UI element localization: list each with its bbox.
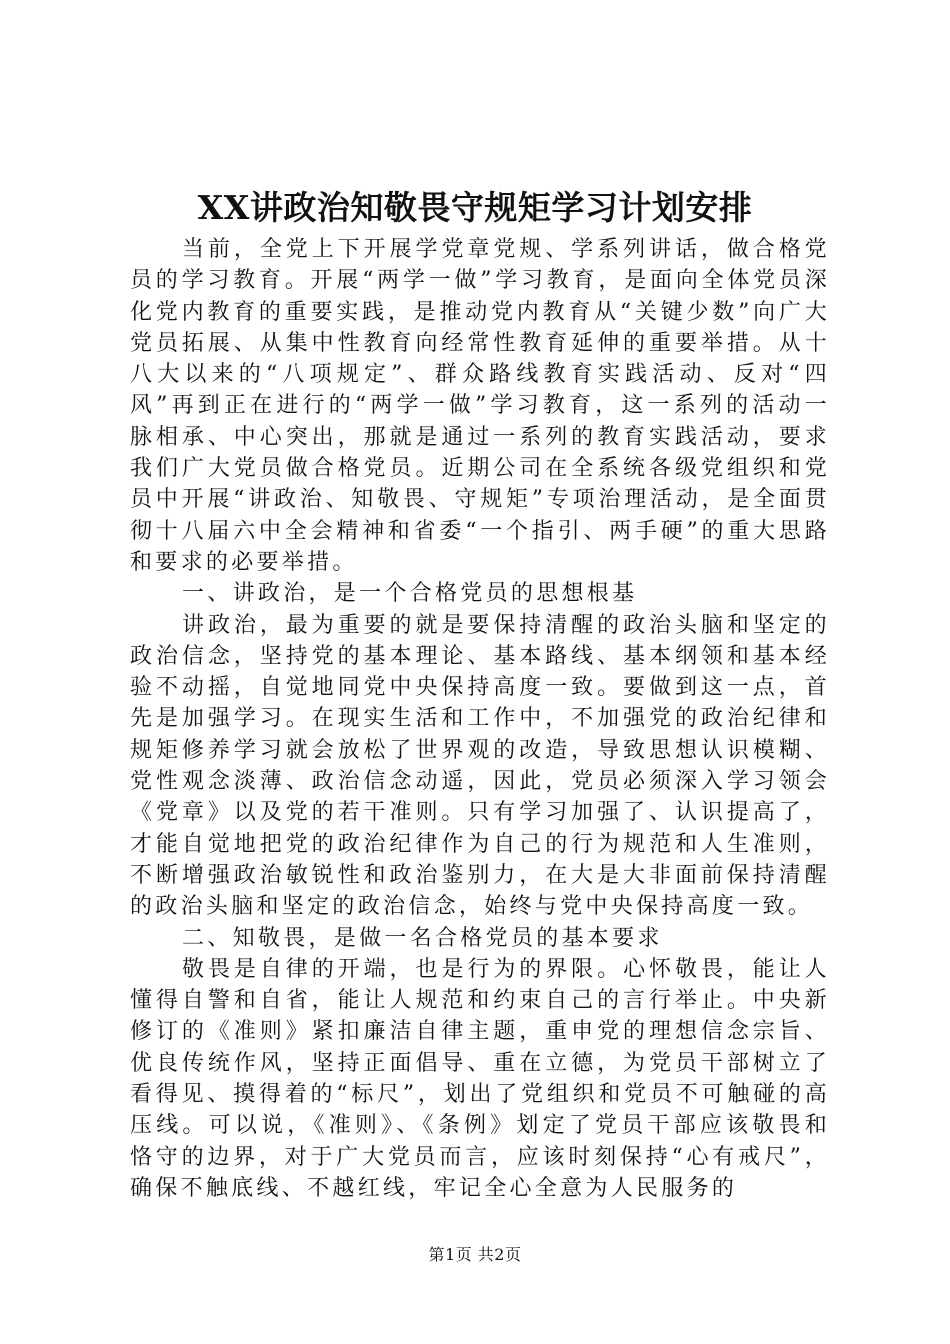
section-heading-1: 一、讲政治，是一个合格党员的思想根基 — [182, 581, 638, 607]
intro-paragraph: 当前，全党上下开展学党章党规、学系列讲话，做合格党员的学习教育。开展“两学一做”学习教育，是面向全体党员深化党内教育的重要实践，是推动党内教育从“关键少数”向广大党员拓展、从集中性教育向经常性教育延伸的重要举措。从十八大以来的“八项规定”、群众路线教育实践活动、反对“四风”再到正在进行的“两学一做”学习教育，这一系列的活动一脉相承、中心突出，那就是通过一系列的教育实践活动，要求我们广大党员做合格党员。近期公司在全系统各级党组织和党员中开展“讲政治、知敬畏、守规矩”专项治理活动，是全面贯彻十八届六中全会精神和省委“一个指引、两手硬”的重大思路和要求的必要举措。 — [130, 237, 830, 575]
page-footer: 第1页 共2页 — [428, 1245, 522, 1264]
section-heading-2: 二、知敬畏，是做一名合格党员的基本要求 — [182, 925, 663, 951]
document-body — [130, 234, 830, 1204]
section-1-paragraph: 讲政治，最为重要的就是要保持清醒的政治头脑和坚定的政治信念，坚持党的基本理论、基本路线、基本纲领和基本经验不动摇，自觉地同党中央保持高度一致。要做到这一点，首先是加强学习。在现实生活和工作中，不加强党的政治纪律和规矩修养学习就会放松了世界观的改造，导致思想认识模糊、党性观念淡薄、政治信念动遥，因此，党员必须深入学习领会《党章》以及党的若干准则。只有学习加强了、认识提高了，才能自觉地把党的政治纪律作为自己的行为规范和人生准则，不断增强政治敏锐性和政治鉴别力，在大是大非面前保持清醒的政治头脑和坚定的政治信念，始终与党中央保持高度一致。 — [130, 612, 830, 920]
document-title: XX讲政治知敬畏守规矩学习计划安排 — [197, 188, 753, 227]
section-2-paragraph: 敬畏是自律的开端，也是行为的界限。心怀敬畏，能让人懂得自警和自省，能让人规范和约束自己的言行举止。中央新修订的《准则》紧扣廉洁自律主题，重申党的理想信念宗旨、优良传统作风，坚持正面倡导、重在立德，为党员干部树立了看得见、摸得着的“标尺”，划出了党组织和党员不可触碰的高压线。可以说，《准则》、《条例》划定了党员干部应该敬畏和恪守的边界，对于广大党员而言，应该时刻保持“心有戒尺”，确保不触底线、不越红线，牢记全心全意为人民服务的 — [130, 956, 830, 1201]
